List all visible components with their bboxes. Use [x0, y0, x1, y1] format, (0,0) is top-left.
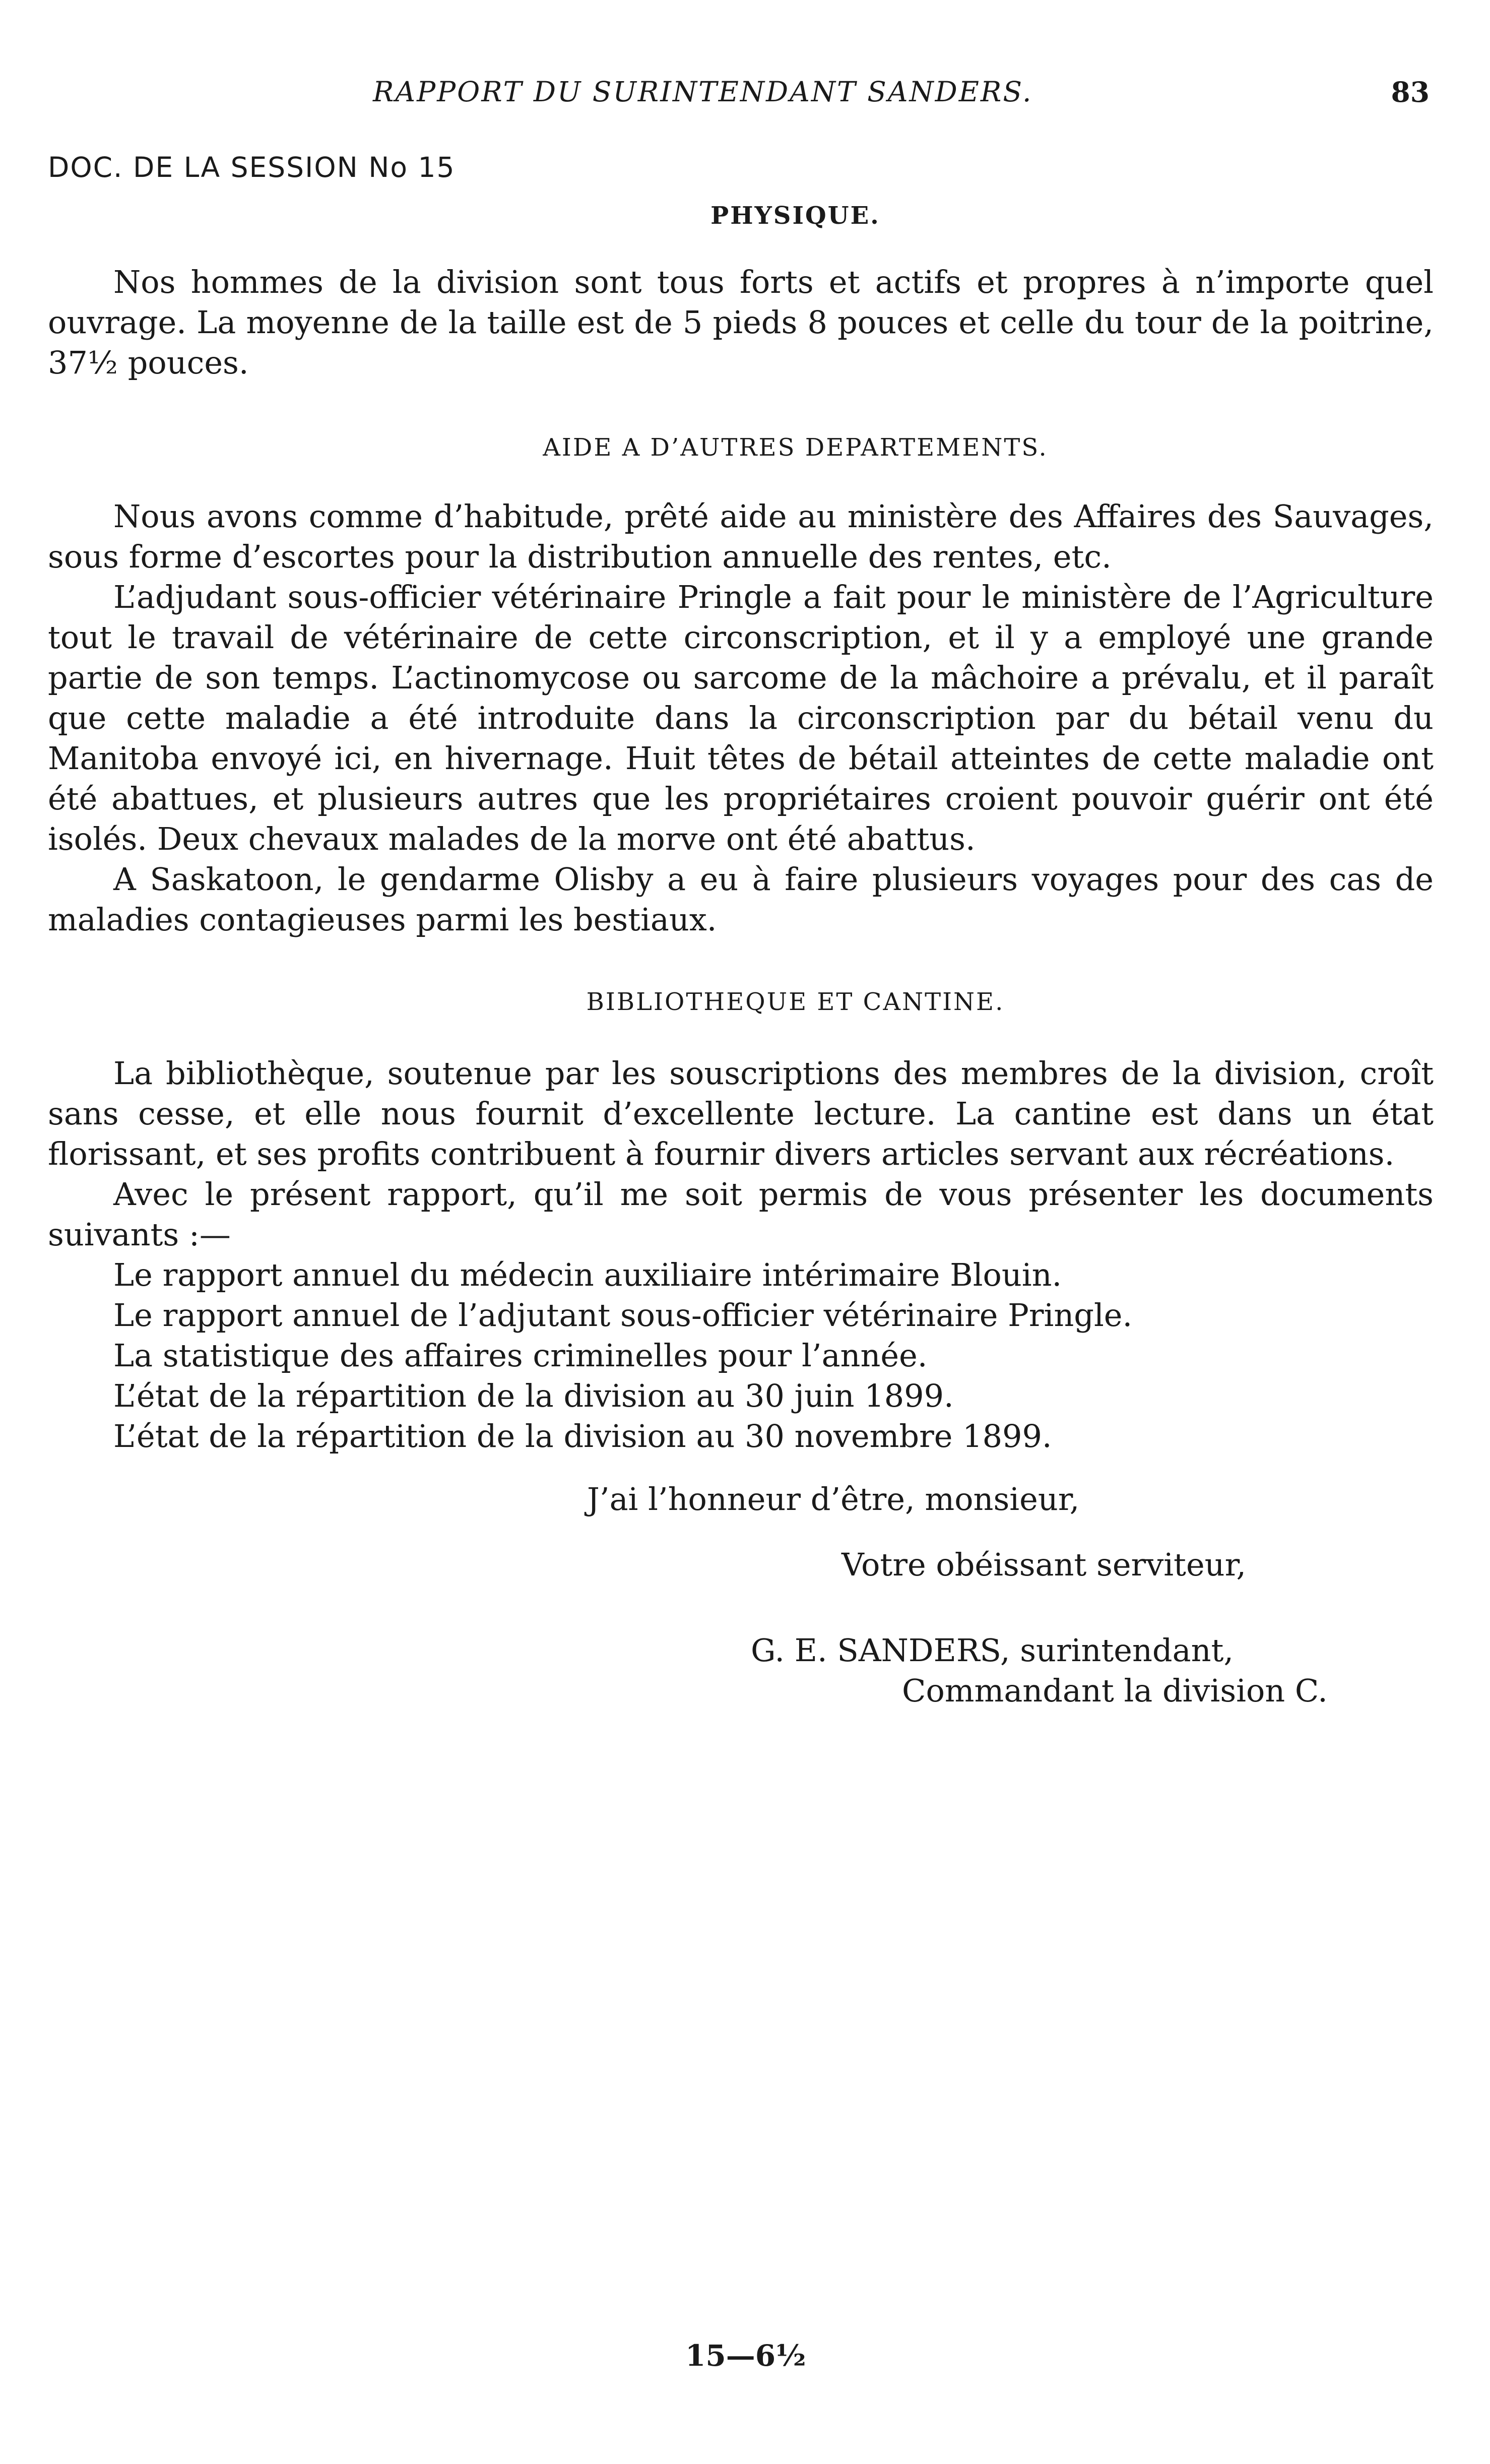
section-physique: [48, 262, 1434, 383]
list-item: La statistique des affaires criminelles pour l’année.: [113, 1337, 928, 1374]
signature-name: G. E. SANDERS, surintendant,: [751, 1632, 1234, 1669]
closing-servant: Votre obéissant serviteur,: [841, 1546, 1247, 1583]
page-number: 83: [1391, 76, 1430, 108]
document-list: [113, 1255, 1423, 1457]
heading-bibliotheque: BIBLIOTHEQUE ET CANTINE.: [586, 988, 1005, 1016]
closing-greeting: J’ai l’honneur d’être, monsieur,: [587, 1481, 1080, 1518]
section-bibliotheque: [48, 1053, 1434, 1255]
heading-physique: PHYSIQUE.: [710, 202, 880, 230]
section-aide: [48, 496, 1434, 940]
signature-rank: Commandant la division C.: [902, 1672, 1328, 1709]
paragraph: Nous avons comme d’habitude, prêté aide au ministère des Affaires des Sauvages, sous forme d’escortes pour la distribution annuelle des rentes, etc.: [48, 498, 1434, 575]
list-item: L’état de la répartition de la division au 30 juin 1899.: [113, 1377, 954, 1414]
paragraph: A Saskatoon, le gendarme Olisby a eu à faire plusieurs voyages pour des cas de maladies contagieuses parmi les bestiaux.: [48, 861, 1434, 938]
paragraph: Nos hommes de la division sont tous forts et actifs et propres à n’importe quel ouvrage. La moyenne de la taille est de 5 pieds 8 pouces et celle du tour de la poitrine, 37½ pouces.: [48, 264, 1434, 381]
heading-aide: AIDE A D’AUTRES DEPARTEMENTS.: [543, 433, 1048, 462]
doc-session-label: DOC. DE LA SESSION No 15: [48, 151, 456, 183]
list-item: L’état de la répartition de la division au 30 novembre 1899.: [113, 1418, 1052, 1455]
list-item: Le rapport annuel de l’adjutant sous-officier vétérinaire Pringle.: [113, 1297, 1133, 1334]
folio-mark: 15—6½: [685, 2339, 806, 2373]
running-title: RAPPORT DU SURINTENDANT SANDERS.: [373, 76, 1033, 108]
paragraph: L’adjudant sous-officier vétérinaire Pringle a fait pour le ministère de l’Agriculture tout le travail de vétérinaire de cette circonscription, et il y a employé une grande partie de son temps. L’actinomycose ou sarcome de la mâchoire a prévalu, et il paraît que cette maladie a été introduite dans la circonscription par du bétail venu du Manitoba envoyé ici, en hivernage. Huit têtes de bétail atteintes de cette maladie ont été abattues, et plusieurs autres que les propriétaires croient pouvoir guérir ont été isolés. Deux chevaux malades de la morve ont été abattus.: [48, 579, 1434, 857]
paragraph: La bibliothèque, soutenue par les souscriptions des membres de la division, croît sans cesse, et elle nous fournit d’excellente lecture. La cantine est dans un état florissant, et ses profits contribuent à fournir divers articles servant aux récréations.: [48, 1055, 1434, 1172]
list-item: Le rapport annuel du médecin auxiliaire intérimaire Blouin.: [113, 1256, 1062, 1293]
paragraph: Avec le présent rapport, qu’il me soit permis de vous présenter les documents suivants :—: [48, 1176, 1434, 1253]
